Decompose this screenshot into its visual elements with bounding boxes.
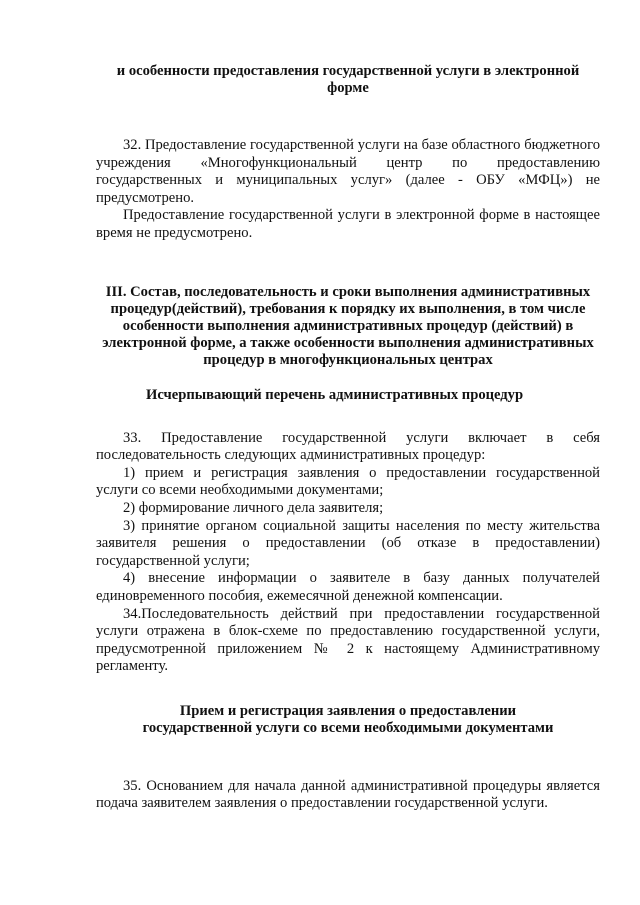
procedure-item: 2) формирование личного дела заявителя;: [123, 499, 384, 516]
paragraph-35: 35. Основанием для начала данной административной процедуры является подача заявителем заявления о предоставлении государственной услуги.: [96, 777, 600, 812]
section-3-heading: III. Состав, последовательность и сроки выполнения административных процедур(действий), требования к порядку их выполнения, в том числе особенности выполнения административных процедур (действий) в электронной форме, а также особенности выполнения административных процедур в многофункциональных центрах: [102, 283, 594, 368]
procedure-item: 3) принятие органом социальной защиты населения по месту жительства заявителя решения о предоставлении (об отказе в предоставлении) государственной услуги;: [96, 517, 600, 569]
paragraph-32: 32. Предоставление государственной услуги на базе областного бюджетного учреждения «Многофункциональный центр по предоставлению государственных и муниципальных услуг» (далее - ОБУ «МФЦ») не предусмотрено.: [96, 137, 600, 206]
procedure-item: 1) прием и регистрация заявления о предоставлении государственной услуги со всеми необходимыми документами;: [96, 464, 600, 499]
document-page: [96, 0, 600, 813]
section-heading-top: и особенности предоставления государственной услуги в электронной форме: [116, 63, 580, 96]
paragraph-33: 33. Предоставление государственной услуги включает в себя последовательность следующих административных процедур:: [96, 429, 600, 464]
paragraph-32-electronic: Предоставление государственной услуги в электронной форме в настоящее время не предусмотрено.: [96, 207, 600, 241]
procedures-list-heading: Исчерпывающий перечень административных процедур: [146, 386, 524, 403]
paragraph-34: 34.Последовательность действий при предоставлении государственной услуги отражена в блок-схеме по предоставлению государственной услуги, предусмотренной приложением № 2 к настоящему Административному регламенту.: [96, 605, 600, 675]
procedure-item: 4) внесение информации о заявителе в базу данных получателей единовременного пособия, ежемесячной денежной компенсации.: [96, 570, 600, 604]
reception-heading: Прием и регистрация заявления о предоставлении государственной услуги со всеми необходимыми документами: [142, 702, 554, 736]
